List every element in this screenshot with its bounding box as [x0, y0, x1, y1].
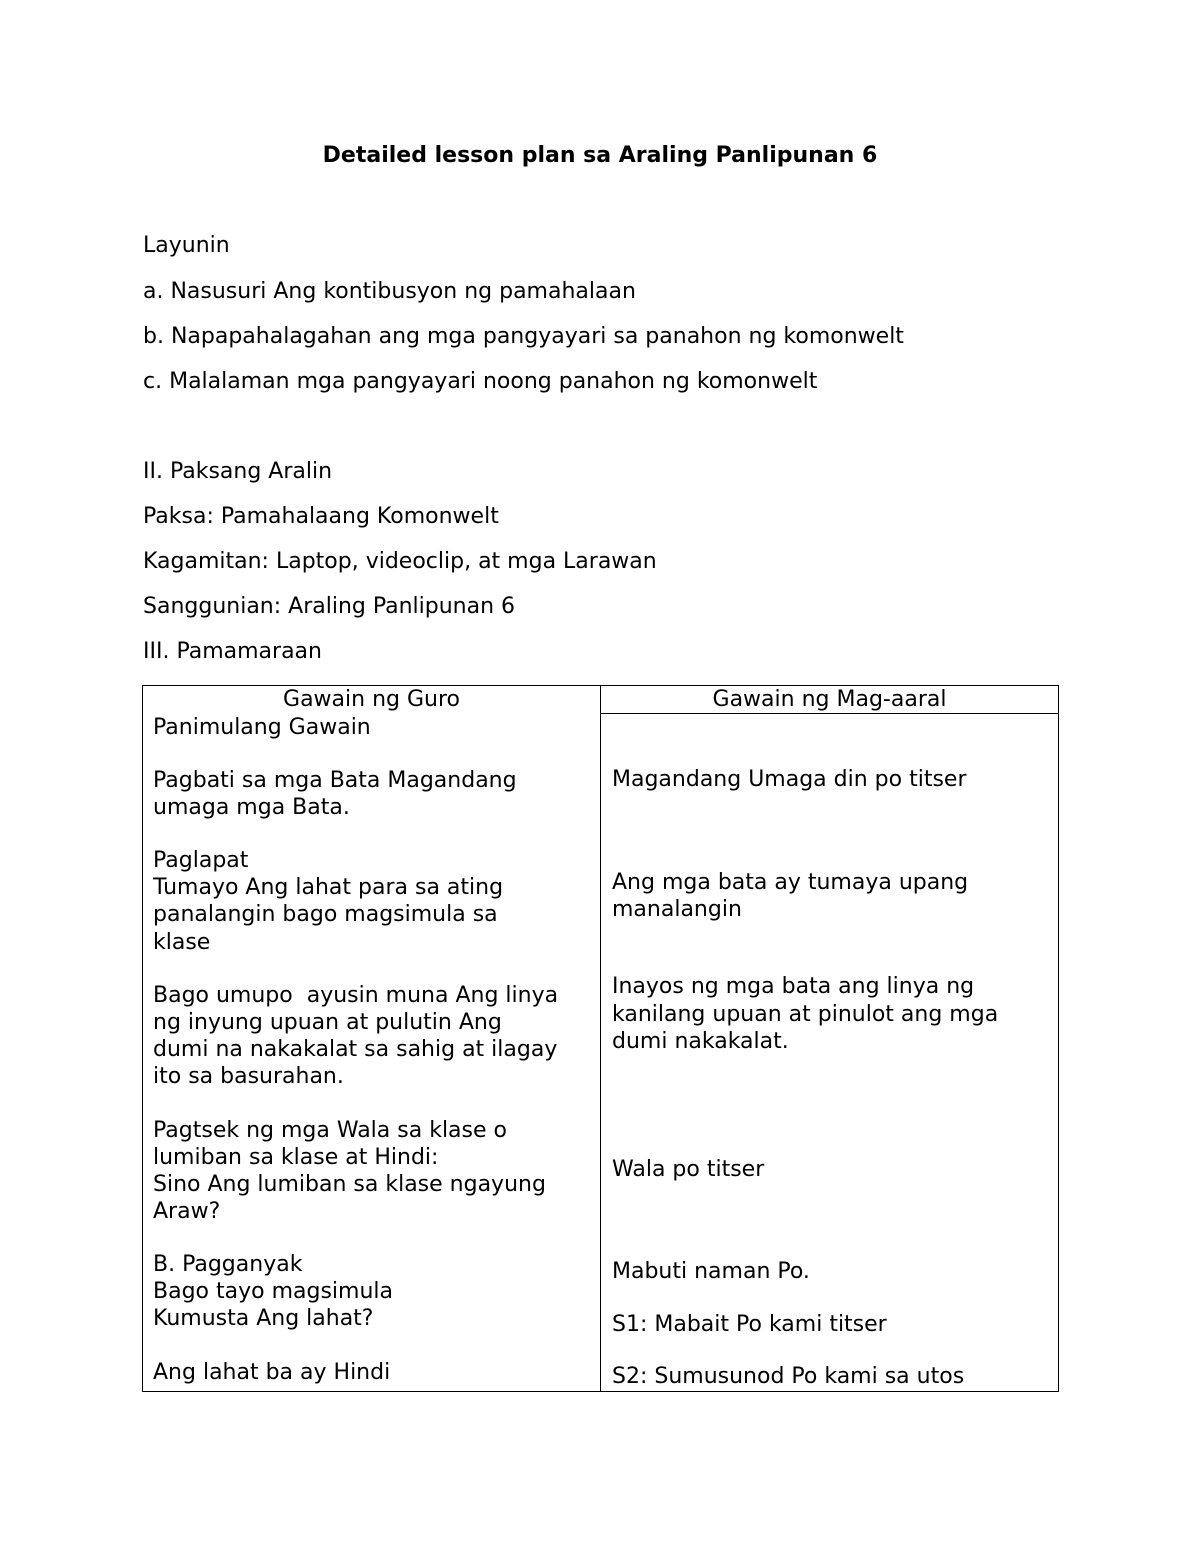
student-activity-line: S2: Sumusunod Po kami sa utos [612, 1364, 965, 1389]
teacher-activity-line: Kumusta Ang lahat? [153, 1306, 374, 1331]
student-activity-line: Ang mga bata ay tumaya upang [612, 870, 969, 895]
teacher-column-header: Gawain ng Guro [283, 687, 460, 712]
document-title: Detailed lesson plan sa Araling Panlipunan 6 [322, 143, 878, 168]
teacher-activity-line: Panimulang Gawain [153, 715, 371, 740]
teacher-activity-line: ng inyung upuan at pulutin Ang [153, 1010, 502, 1035]
teacher-activity-line: Paglapat [153, 848, 249, 873]
teacher-activity-line: Tumayo Ang lahat para sa ating [153, 875, 504, 900]
teacher-activity-line: Pagbati sa mga Bata Magandang [153, 768, 517, 793]
materials-line: Kagamitan: Laptop, videoclip, at mga Larawan [143, 549, 657, 574]
objective-item: b. Napapahalagahan ang mga pangyayari sa panahon ng komonwelt [143, 324, 904, 349]
teacher-activity-line: ito sa basurahan. [153, 1064, 344, 1089]
objectives-heading: Layunin [143, 233, 230, 258]
teacher-activity-line: Bago umupo ayusin muna Ang linya [153, 983, 559, 1008]
objective-item: a. Nasusuri Ang kontibusyon ng pamahalaan [143, 279, 636, 304]
teacher-activity-line: Ang lahat ba ay Hindi [153, 1360, 391, 1385]
teacher-activity-line: panalangin bago magsimula sa [153, 902, 498, 927]
student-activity-line: Mabuti naman Po. [612, 1259, 810, 1284]
objective-item: c. Malalaman mga pangyayari noong panahon ng komonwelt [143, 369, 818, 394]
column-divider [600, 686, 601, 1391]
teacher-activity-line: Pagtsek ng mga Wala sa klase o [153, 1118, 507, 1143]
reference-line: Sanggunian: Araling Panlipunan 6 [143, 594, 516, 619]
teacher-activity-line: B. Pagganyak [153, 1252, 303, 1277]
procedure-table [142, 685, 1059, 1392]
student-column-header: Gawain ng Mag-aaral [712, 687, 947, 712]
teacher-activity-line: Bago tayo magsimula [153, 1279, 393, 1304]
student-activity-line: manalangin [612, 897, 742, 922]
student-activity-line: S1: Mabait Po kami titser [612, 1312, 887, 1337]
student-activity-line: dumi nakakalat. [612, 1029, 789, 1054]
teacher-activity-line: dumi na nakakalat sa sahig at ilagay [153, 1037, 558, 1062]
student-activity-line: kanilang upuan at pinulot ang mga [612, 1002, 999, 1027]
teacher-activity-line: lumiban sa klase at Hindi: [153, 1145, 439, 1170]
student-activity-line: Inayos ng mga bata ang linya ng [612, 974, 975, 999]
teacher-activity-line: umaga mga Bata. [153, 795, 350, 820]
teacher-activity-line: Sino Ang lumiban sa klase ngayung [153, 1172, 546, 1197]
teacher-activity-line: Araw? [153, 1199, 221, 1224]
student-activity-line: Magandang Umaga din po titser [612, 767, 967, 792]
subject-matter-heading: II. Paksang Aralin [143, 459, 333, 484]
header-rule [600, 713, 1058, 714]
topic-line: Paksa: Pamahalaang Komonwelt [143, 504, 499, 529]
procedure-heading: III. Pamamaraan [143, 639, 322, 664]
teacher-activity-line: klase [153, 930, 211, 955]
student-activity-line: Wala po titser [612, 1157, 765, 1182]
